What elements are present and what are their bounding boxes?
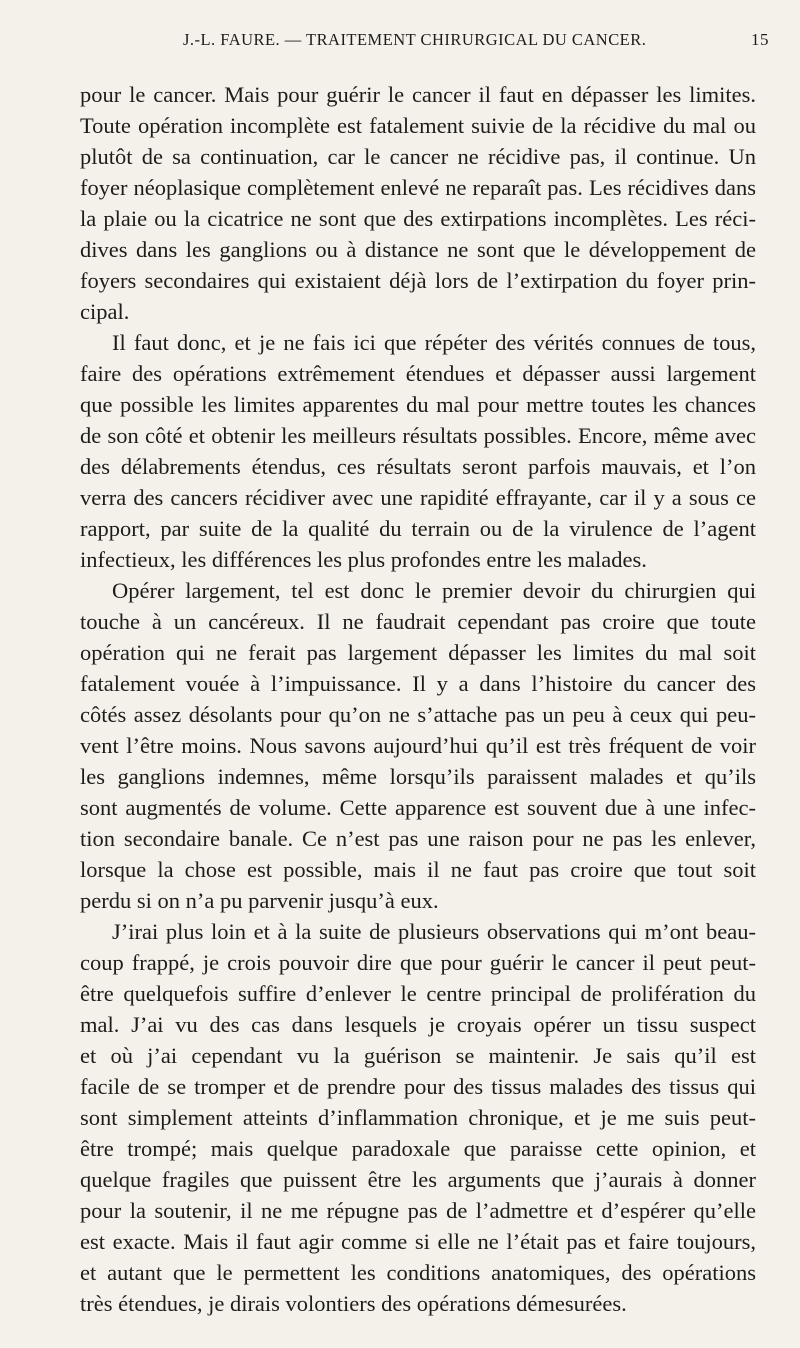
- text-line: et où j’ai cependant vu la guérison se maintenir. Je sais qu’il est: [80, 1043, 756, 1068]
- text-line: dives dans les ganglions ou à distance ne sont que le développement de: [80, 237, 756, 262]
- text-line: quelque fragiles que puissent être les arguments que j’aurais à donner: [80, 1167, 756, 1192]
- text-line: que possible les limites apparentes du mal pour mettre toutes les chances: [80, 392, 756, 417]
- text-line: fatalement vouée à l’impuissance. Il y a dans l’histoire du cancer des: [80, 671, 756, 696]
- text-line: Opérer largement, tel est donc le premier devoir du chirurgien qui: [112, 578, 756, 603]
- text-line: infectieux, les différences les plus profondes entre les malades.: [80, 547, 647, 572]
- text-line: Toute opération incomplète est fatalement suivie de la récidive du mal ou: [80, 113, 756, 138]
- text-line: est exacte. Mais il faut agir comme si elle ne l’était pas et faire toujours,: [80, 1229, 756, 1254]
- text-line: foyer néoplasique complètement enlevé ne reparaît pas. Les récidives dans: [80, 175, 756, 200]
- text-line: verra des cancers récidiver avec une rapidité effrayante, car il y a sous ce: [80, 485, 756, 510]
- text-line: facile de se tromper et de prendre pour des tissus malades des tissus qui: [80, 1074, 756, 1099]
- text-line: perdu si on n’a pu parvenir jusqu’à eux.: [80, 888, 439, 913]
- text-line: les ganglions indemnes, même lorsqu’ils paraissent malades et qu’ils: [80, 764, 756, 789]
- text-line: mal. J’ai vu des cas dans lesquels je croyais opérer un tissu suspect: [80, 1012, 756, 1037]
- text-line: sont simplement atteints d’inflammation chronique, et je me suis peut-: [80, 1105, 756, 1130]
- text-line: foyers secondaires qui existaient déjà lors de l’extirpation du foyer prin-: [80, 268, 756, 293]
- text-line: des délabrements étendus, ces résultats seront parfois mauvais, et l’on: [80, 454, 756, 479]
- running-head-title: J.-L. FAURE. — TRAITEMENT CHIRURGICAL DU CANCER.: [183, 30, 647, 49]
- text-line: opération qui ne ferait pas largement dépasser les limites du mal soit: [80, 640, 756, 665]
- text-line: pour le cancer. Mais pour guérir le cancer il faut en dépasser les limites.: [80, 82, 756, 107]
- text-line: être trompé; mais quelque paradoxale que paraisse cette opinion, et: [80, 1136, 756, 1161]
- page-number: 15: [751, 30, 769, 49]
- text-line: la plaie ou la cicatrice ne sont que des extirpations incomplètes. Les réci-: [80, 206, 756, 231]
- text-line: vent l’être moins. Nous savons aujourd’hui qu’il est très fréquent de voir: [80, 733, 756, 758]
- text-line: être quelquefois suffire d’enlever le centre principal de prolifération du: [80, 981, 756, 1006]
- text-line: faire des opérations extrêmement étendues et dépasser aussi largement: [80, 361, 756, 386]
- text-line: plutôt de sa continuation, car le cancer ne récidive pas, il continue. Un: [80, 144, 756, 169]
- text-line: Il faut donc, et je ne fais ici que répéter des vérités connues de tous,: [112, 330, 756, 355]
- text-line: lorsque la chose est possible, mais il ne faut pas croire que tout soit: [80, 857, 756, 882]
- text-line: côtés assez désolants pour qu’on ne s’attache pas un peu à ceux qui peu-: [80, 702, 756, 727]
- text-line: cipal.: [80, 299, 130, 324]
- text-line: touche à un cancéreux. Il ne faudrait cependant pas croire que toute: [80, 609, 756, 634]
- text-line: très étendues, je dirais volontiers des opérations démesurées.: [80, 1291, 627, 1316]
- text-line: de son côté et obtenir les meilleurs résultats possibles. Encore, même avec: [80, 423, 756, 448]
- text-line: pour la soutenir, il ne me répugne pas de l’admettre et d’espérer qu’elle: [80, 1198, 756, 1223]
- text-line: tion secondaire banale. Ce n’est pas une raison pour ne pas les enlever,: [80, 826, 756, 851]
- text-line: J’irai plus loin et à la suite de plusieurs observations qui m’ont beau-: [112, 919, 756, 944]
- text-line: rapport, par suite de la qualité du terrain ou de la virulence de l’agent: [80, 516, 756, 541]
- text-line: sont augmentés de volume. Cette apparence est souvent due à une infec-: [80, 795, 756, 820]
- text-line: coup frappé, je crois pouvoir dire que pour guérir le cancer il peut peut-: [80, 950, 756, 975]
- text-line: et autant que le permettent les conditions anatomiques, des opérations: [80, 1260, 756, 1285]
